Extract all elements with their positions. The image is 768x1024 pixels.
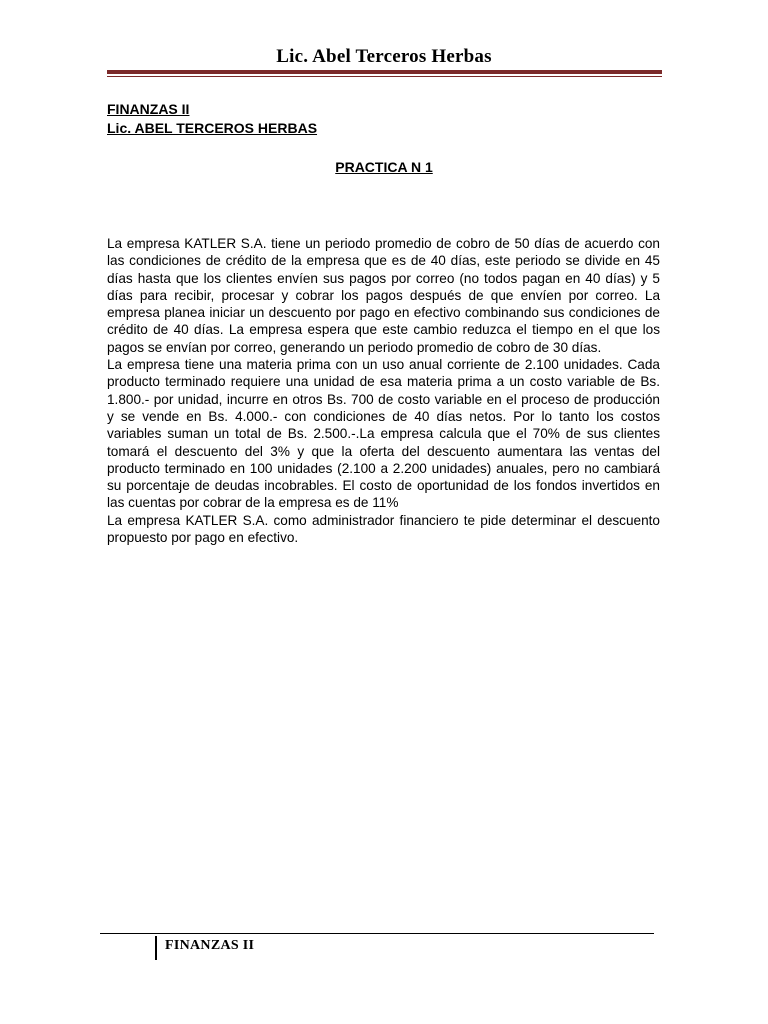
course-name: FINANZAS II — [107, 101, 190, 117]
paragraph-task: La empresa KATLER S.A. como administrador financiero te pide determinar el descuento propuesto por pago en efectivo. — [107, 512, 660, 546]
paragraph-credit-terms: La empresa KATLER S.A. tiene un periodo promedio de cobro de 50 días de acuerdo con las condiciones de crédito de la empresa que es de 40 días, este periodo se divide en 45 días hasta que los clientes envíen sus pagos por correo (no todos pagan en 40 días) y 5 días para recibir, procesar y cobrar los pagos después de que envíen por correo. La empresa planea iniciar un descuento por pago en efectivo combinando sus condiciones de crédito de 40 días. La empresa espera que este cambio reduzca el tiempo en el que los pagos se envían por correo, generando un periodo promedio de cobro de 30 días. — [107, 236, 660, 355]
problem-statement — [107, 235, 660, 546]
header-divider-thick — [107, 70, 662, 74]
footer-divider — [100, 933, 654, 934]
footer-vertical-bar — [155, 936, 157, 960]
header-title: Lic. Abel Terceros Herbas — [276, 46, 492, 67]
course-professor: Lic. ABEL TERCEROS HERBAS — [107, 120, 318, 136]
paragraph-raw-material: La empresa tiene una materia prima con un uso anual corriente de 2.100 unidades. Cada producto terminado requiere una unidad de esa materia prima a un costo variable de Bs. 1.800.- por unidad, incurre en otros Bs. 700 de costo variable en el proceso de producción y se vende en Bs. 4.000.- con condiciones de 40 días netos. Por lo tanto los costos variables suman un total de Bs. 2.500.-.La empresa calcula que el 70% de sus clientes tomará el descuento del 3% y que la oferta del descuento aumentara las ventas del producto terminado en 100 unidades (2.100 a 2.200 unidades) anuales, pero no cambiará su porcentaje de deudas incobrables. El costo de oportunidad de los fondos invertidos en las cuentas por cobrar de la empresa es de 11% — [107, 357, 660, 511]
footer-label: FINANZAS II — [165, 938, 255, 953]
practice-title: PRACTICA N 1 — [335, 159, 433, 175]
header-divider-thin — [107, 76, 662, 77]
